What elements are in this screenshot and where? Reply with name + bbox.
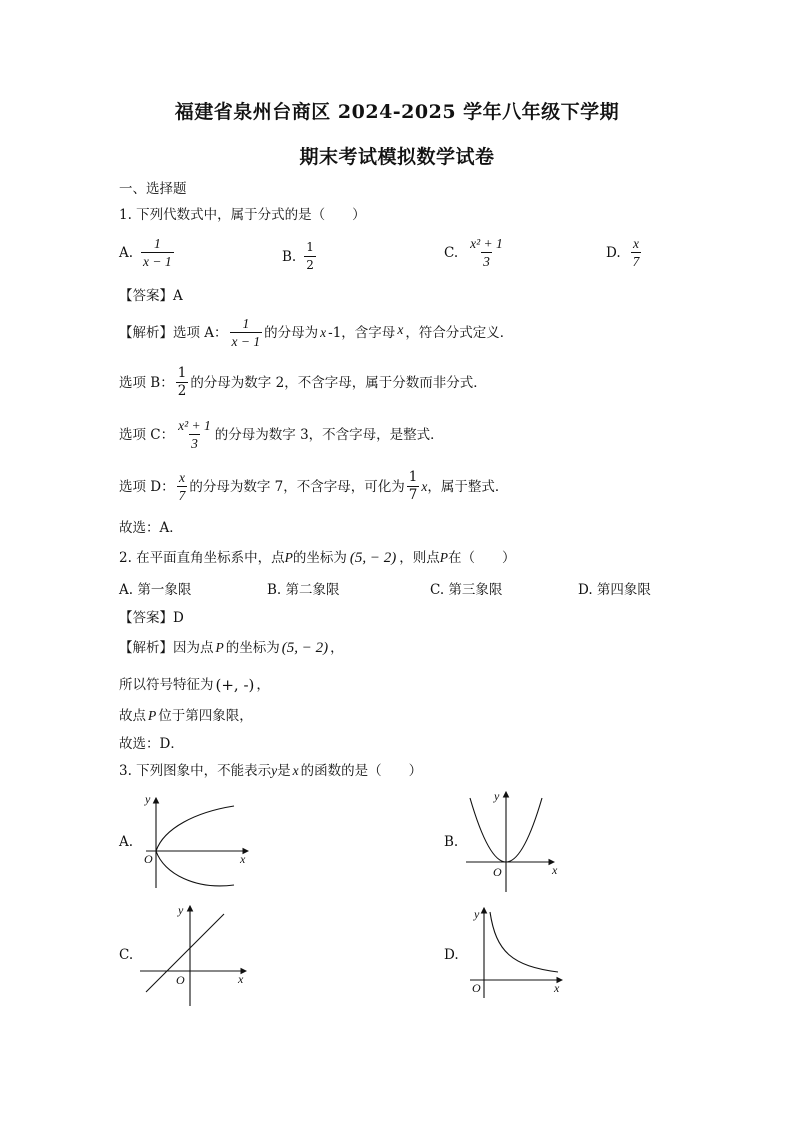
page-title-line2: 期末考试模拟数学试卷 [299,146,495,168]
q3-stem [119,762,422,780]
q3-option-c-label: C. [119,947,134,963]
q1-stem: 1. 下列代数式中，属于分式的是（ ） [119,207,366,223]
q3-option-b-label: B. [444,834,459,850]
fraction-denominator: 2 [306,258,314,272]
fraction-numerator: x [179,470,185,485]
explanation-text: 的分母为 [264,324,319,341]
q2-explanation-line3 [119,707,253,725]
q1-option-b [282,240,318,273]
x-axis-label: x [238,972,244,986]
q2-answer: 【答案】D [119,610,184,626]
explanation-fraction [177,470,188,503]
explanation-text: 的分母为数字 7，不含字母，可化为 [189,478,405,495]
q2-option-c: C. 第三象限 [430,582,503,598]
fraction-numerator: x² + 1 [470,236,503,251]
explanation-text: 选项 C： [119,426,175,443]
question-text: 2. 在平面直角坐标系中，点 [119,550,285,566]
math-variable: P [215,640,224,655]
explanation-fraction [176,418,213,451]
explanation-text: 所以符号特征为 [119,677,214,693]
question-text: 的函数的是（ ） [300,763,423,779]
fraction-denominator: x − 1 [143,254,172,269]
fraction-numerator: 1 [177,365,187,381]
fraction-numerator: 1 [153,236,161,251]
q2-option-a: A. 第一象限 [119,582,192,598]
fraction-denominator: 7 [408,487,418,503]
explanation-text: ， [256,677,270,693]
explanation-text: 【解析】因为点 [119,640,214,656]
q3-graph-c [136,900,256,1008]
q1-option-a-label: A. [119,244,134,261]
math-sign-pattern: (+, -) [215,676,255,694]
explanation-text: 的分母为数字 2，不含字母，属于分数而非分式． [190,374,487,391]
explanation-text: ， [330,640,344,656]
fraction-denominator: 3 [191,436,198,451]
fraction-numerator: 1 [408,469,418,485]
math-variable: P [148,708,157,723]
math-variable: x [292,763,299,778]
q2-option-b: B. 第二象限 [267,582,340,598]
q1-option-d [606,236,643,269]
page-title-line1: 福建省泉州台商区 2024-2025 学年八年级下学期 [174,101,620,123]
q2-explanation-line1 [119,639,344,657]
origin-label: O [144,852,153,866]
q2-conclusion: 故选：D． [119,736,184,752]
fraction-denominator: 7 [632,254,640,269]
explanation-fraction [407,470,420,503]
math-variable: P [284,550,293,565]
math-variable: P [439,550,449,565]
explanation-text: ，符合分式定义． [405,324,514,341]
math-variable: y [271,763,278,778]
fraction-numerator: x [633,236,640,251]
fraction-denominator: x − 1 [231,334,261,349]
question-text: 的坐标为 [292,550,347,566]
y-axis-label: y [494,789,500,803]
question-text: 是 [277,763,291,779]
question-text: ，则点 [399,550,440,566]
fraction-numerator: 1 [242,316,250,331]
q1-explanation-a [119,316,513,349]
fraction-denominator: 3 [483,254,490,269]
fraction-numerator: 1 [306,240,314,254]
q1-answer: 【答案】A [119,288,183,304]
x-axis-label: x [554,981,560,995]
q1-conclusion: 故选：A． [119,520,183,536]
q1-option-c-label: C. [444,244,459,261]
line-graph [146,914,224,992]
q1-option-c [444,236,507,269]
y-axis-label: y [178,903,184,917]
q1-option-a [119,236,176,269]
explanation-text: 故点 [119,708,146,724]
section-heading: 一、选择题 [119,181,187,197]
y-axis-label: y [145,792,151,806]
q3-graph-a [136,790,256,890]
q1-explanation-c [119,418,444,451]
q2-explanation-line2 [119,676,270,694]
origin-label: O [493,865,502,879]
math-variable: x [397,321,404,337]
math-variable: x [421,478,428,494]
q2-option-d: D. 第四象限 [578,582,651,598]
q2-stem [119,549,516,567]
x-axis-label: x [552,863,558,877]
fraction-numerator: x² + 1 [178,418,211,433]
explanation-text: 的分母为数字 3，不含字母，是整式． [214,426,444,443]
q1-option-d-fraction [631,236,642,269]
q1-option-b-fraction [304,240,316,273]
q3-option-d-label: D. [444,947,459,963]
question-text: 在（ ） [448,550,516,566]
q1-option-b-label: B. [282,248,297,265]
math-coordinate: (5, − 2) [281,640,329,656]
explanation-text: 位于第四象限， [158,708,253,724]
math-variable: x [320,324,327,340]
origin-label: O [472,981,481,995]
explanation-text: 的坐标为 [225,640,280,656]
explanation-text: 选项 B： [119,374,174,391]
explanation-fraction [176,366,189,399]
q1-option-d-label: D. [606,244,621,261]
explanation-text: ，属于整式． [427,478,509,495]
math-coordinate: (5, − 2) [349,550,397,566]
q1-explanation-b [119,366,487,399]
q3-option-a-label: A. [119,834,134,850]
question-text: 3. 下列图象中，不能表示 [119,763,272,779]
q3-graph-b [462,786,572,894]
explanation-text: 【解析】选项 A： [119,324,228,341]
x-axis-label: x [240,852,246,866]
curve-sideways-parabola [156,806,234,886]
explanation-text: -1，含字母 [328,324,396,341]
curve-inverse [490,912,558,972]
fraction-denominator: 2 [177,383,187,399]
origin-label: O [176,973,185,987]
q1-option-a-fraction [141,236,174,269]
explanation-text: 选项 D： [119,478,175,495]
q1-explanation-d [119,470,508,503]
fraction-denominator: 7 [178,488,186,503]
q3-graph-d [462,902,572,1002]
explanation-fraction [230,316,263,349]
y-axis-label: y [474,907,480,921]
q1-option-c-fraction [468,236,505,269]
